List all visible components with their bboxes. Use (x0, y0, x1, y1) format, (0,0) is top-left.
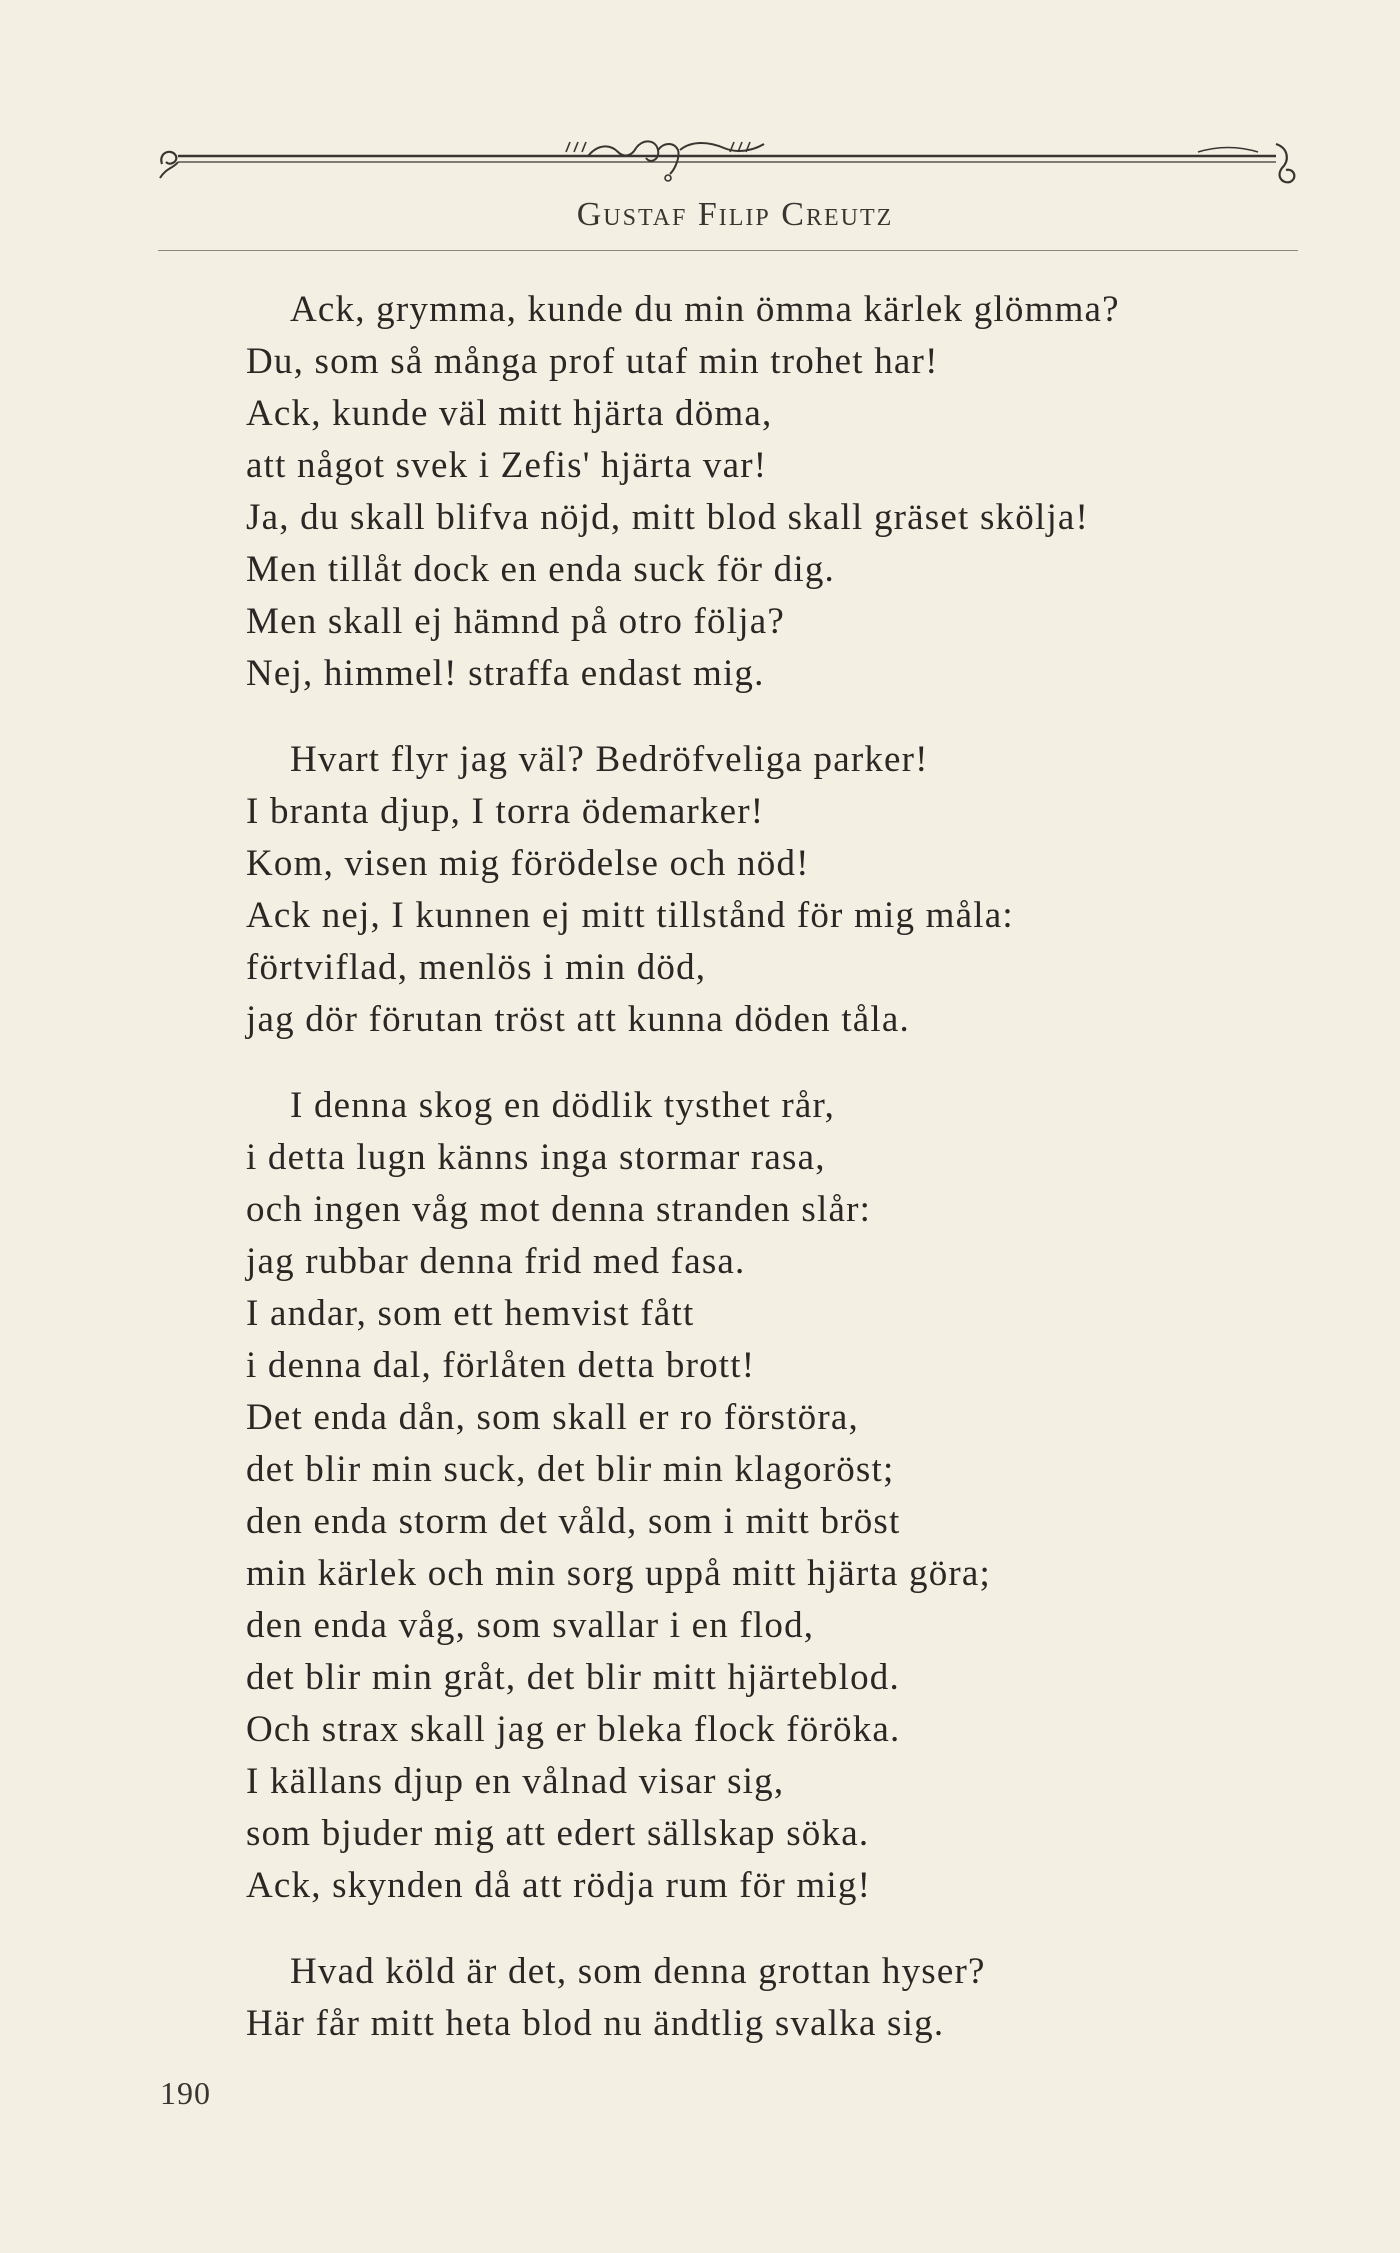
poem-line: den enda storm det våld, som i mitt bröst (246, 1501, 901, 1542)
poem-line: I denna skog en dödlik tysthet rår, (290, 1085, 836, 1126)
poem-line: Kom, visen mig förödelse och nöd! (246, 843, 810, 884)
stanza-2 (246, 734, 1286, 1046)
poem-line: Du, som så många prof utaf min trohet har! (246, 341, 939, 382)
poem-line: det blir min suck, det blir min klagoröst; (246, 1449, 895, 1490)
poem-line: det blir min gråt, det blir mitt hjärteblod. (246, 1657, 900, 1698)
poem-line: Nej, himmel! straffa endast mig. (246, 653, 765, 694)
poem-line: Det enda dån, som skall er ro förstöra, (246, 1397, 859, 1438)
poem-line: Ack nej, I kunnen ej mitt tillstånd för mig måla: (246, 895, 1014, 936)
poem-line: och ingen våg mot denna stranden slår: (246, 1189, 872, 1230)
poem-line: I andar, som ett hemvist fått (246, 1293, 695, 1334)
poem-line: Och strax skall jag er bleka flock föröka. (246, 1709, 901, 1750)
stanza-4 (246, 1946, 1286, 2050)
stanza-3 (246, 1080, 1286, 1912)
poem-line: Här får mitt heta blod nu ändtlig svalka sig. (246, 2003, 945, 2044)
header-ornament (158, 138, 1298, 198)
poem-line: Hvad köld är det, som denna grottan hyser? (290, 1951, 986, 1992)
poem-line: Men tillåt dock en enda suck för dig. (246, 549, 835, 590)
header-divider (158, 250, 1298, 251)
poem-line: jag rubbar denna frid med fasa. (246, 1241, 746, 1282)
poem-body (246, 284, 1286, 2084)
poem-line: i denna dal, förlåten detta brott! (246, 1345, 756, 1386)
running-header-author: Gustaf Filip Creutz (576, 196, 894, 233)
poem-line: Hvart flyr jag väl? Bedröfveliga parker! (290, 739, 929, 780)
poem-line: den enda våg, som svallar i en flod, (246, 1605, 815, 1646)
page-number: 190 (160, 2075, 211, 2111)
poem-line: Men skall ej hämnd på otro följa? (246, 601, 785, 642)
stanza-1 (246, 284, 1286, 700)
poem-line: som bjuder mig att edert sällskap söka. (246, 1813, 870, 1854)
poem-line: Ack, grymma, kunde du min ömma kärlek glömma? (290, 289, 1120, 330)
poem-line: i detta lugn känns inga stormar rasa, (246, 1137, 826, 1178)
poem-line: min kärlek och min sorg uppå mitt hjärta göra; (246, 1553, 992, 1594)
poem-line: Ja, du skall blifva nöjd, mitt blod skall gräset skölja! (246, 497, 1090, 538)
poem-line: I branta djup, I torra ödemarker! (246, 791, 765, 832)
poem-line: jag dör förutan tröst att kunna döden tåla. (246, 999, 910, 1040)
poem-line: Ack, skynden då att rödja rum för mig! (246, 1865, 872, 1906)
poem-line: Ack, kunde väl mitt hjärta döma, (246, 393, 773, 434)
poem-line: förtviflad, menlös i min död, (246, 947, 707, 988)
poem-line: att något svek i Zefis' hjärta var! (246, 445, 768, 486)
poem-line: I källans djup en vålnad visar sig, (246, 1761, 785, 1802)
